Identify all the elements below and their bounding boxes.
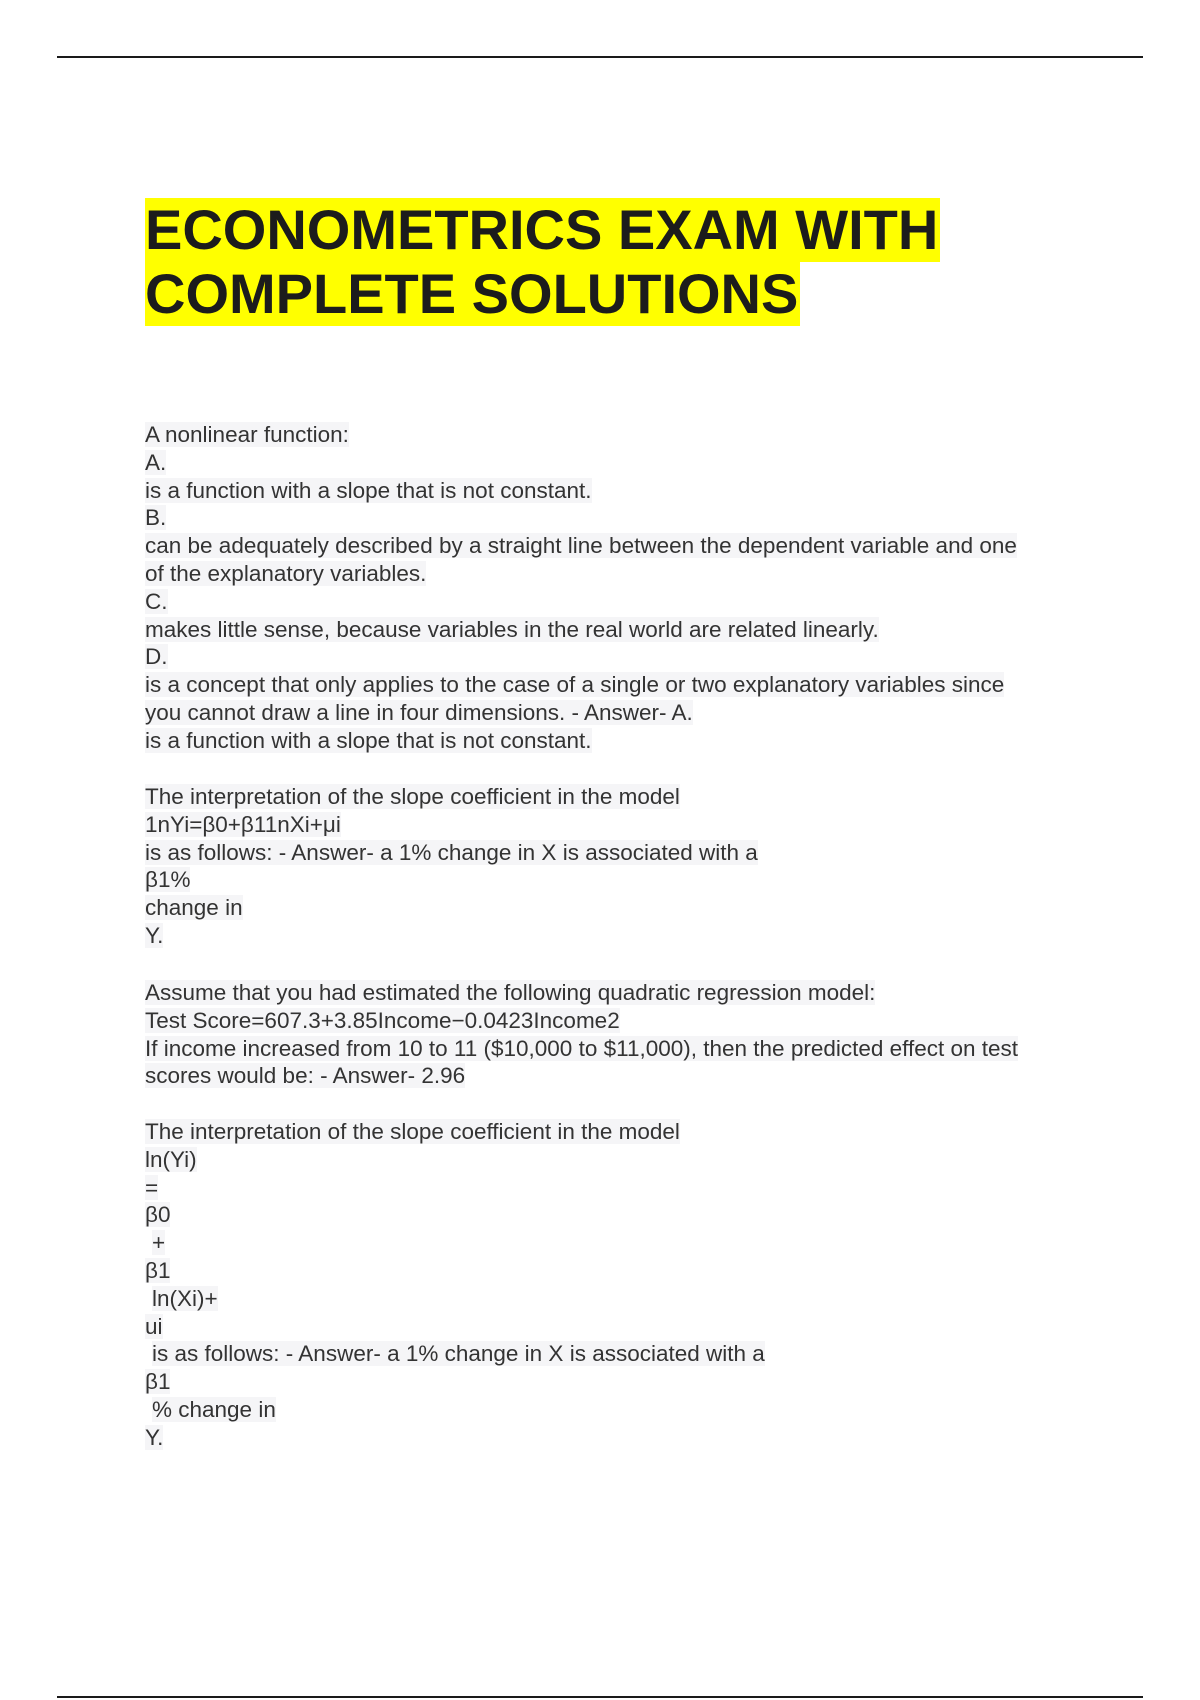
question-3 (145, 979, 1145, 1090)
question-4-line: β0 (145, 1202, 171, 1228)
title-line-1: ECONOMETRICS EXAM WITH (145, 198, 939, 261)
question-4-line: is as follows: - Answer- a 1% change in X is associated with a (152, 1341, 765, 1367)
question-3-line: scores would be: - Answer- 2.96 (145, 1063, 466, 1089)
question-4-line: % change in (152, 1396, 276, 1422)
question-1-line: can be adequately described by a straight line between the dependent variable and one (145, 533, 1017, 559)
question-1-line: is a function with a slope that is not constant. (145, 477, 592, 503)
question-3-line: Assume that you had estimated the following quadratic regression model: (145, 980, 876, 1005)
question-4-line: β1 (145, 1257, 171, 1283)
question-4-line: The interpretation of the slope coefficient in the model (145, 1119, 680, 1144)
question-1-line: of the explanatory variables. (145, 560, 427, 586)
question-4-line: ui (145, 1313, 163, 1339)
top-rule (57, 56, 1143, 58)
question-1-line: you cannot draw a line in four dimensions. - Answer- A. (145, 699, 693, 725)
question-3-line: Test Score=607.3+3.85Income−0.0423Income2 (145, 1007, 620, 1033)
question-1-line: is a concept that only applies to the case of a single or two explanatory variables since (145, 672, 1005, 698)
question-4-line: ln(Yi) (145, 1146, 197, 1172)
question-1-line: D. (145, 644, 168, 670)
title-line-2: COMPLETE SOLUTIONS (145, 262, 799, 325)
question-4-line: ln(Xi)+ (152, 1285, 218, 1311)
question-4-line: + (152, 1230, 166, 1256)
question-4-line: β1 (145, 1369, 171, 1395)
question-2-line: 1nYi=β0+β11nXi+μi (145, 811, 341, 837)
question-2 (145, 783, 1145, 950)
question-1-line: B. (145, 505, 167, 531)
question-2-line: Y. (145, 922, 164, 948)
question-1-line: A nonlinear function: (145, 422, 349, 447)
question-2-line: is as follows: - Answer- a 1% change in X is associated with a (145, 839, 758, 865)
question-2-line: The interpretation of the slope coefficient in the model (145, 784, 680, 809)
question-1-line: is a function with a slope that is not constant. (145, 727, 592, 753)
question-4-line: Y. (145, 1424, 164, 1450)
question-1-line: A. (145, 449, 167, 475)
question-1-line: makes little sense, because variables in the real world are related linearly. (145, 616, 879, 642)
question-4-line: = (145, 1174, 159, 1200)
document-title (145, 198, 940, 326)
question-4 (145, 1118, 1145, 1452)
question-2-line: β1% (145, 867, 191, 893)
question-2-line: change in (145, 895, 243, 921)
bottom-rule (57, 1696, 1143, 1698)
question-1-line: C. (145, 588, 168, 614)
question-3-line: If income increased from 10 to 11 ($10,000 to $11,000), then the predicted effect on test (145, 1035, 1019, 1061)
question-1 (145, 421, 1145, 755)
